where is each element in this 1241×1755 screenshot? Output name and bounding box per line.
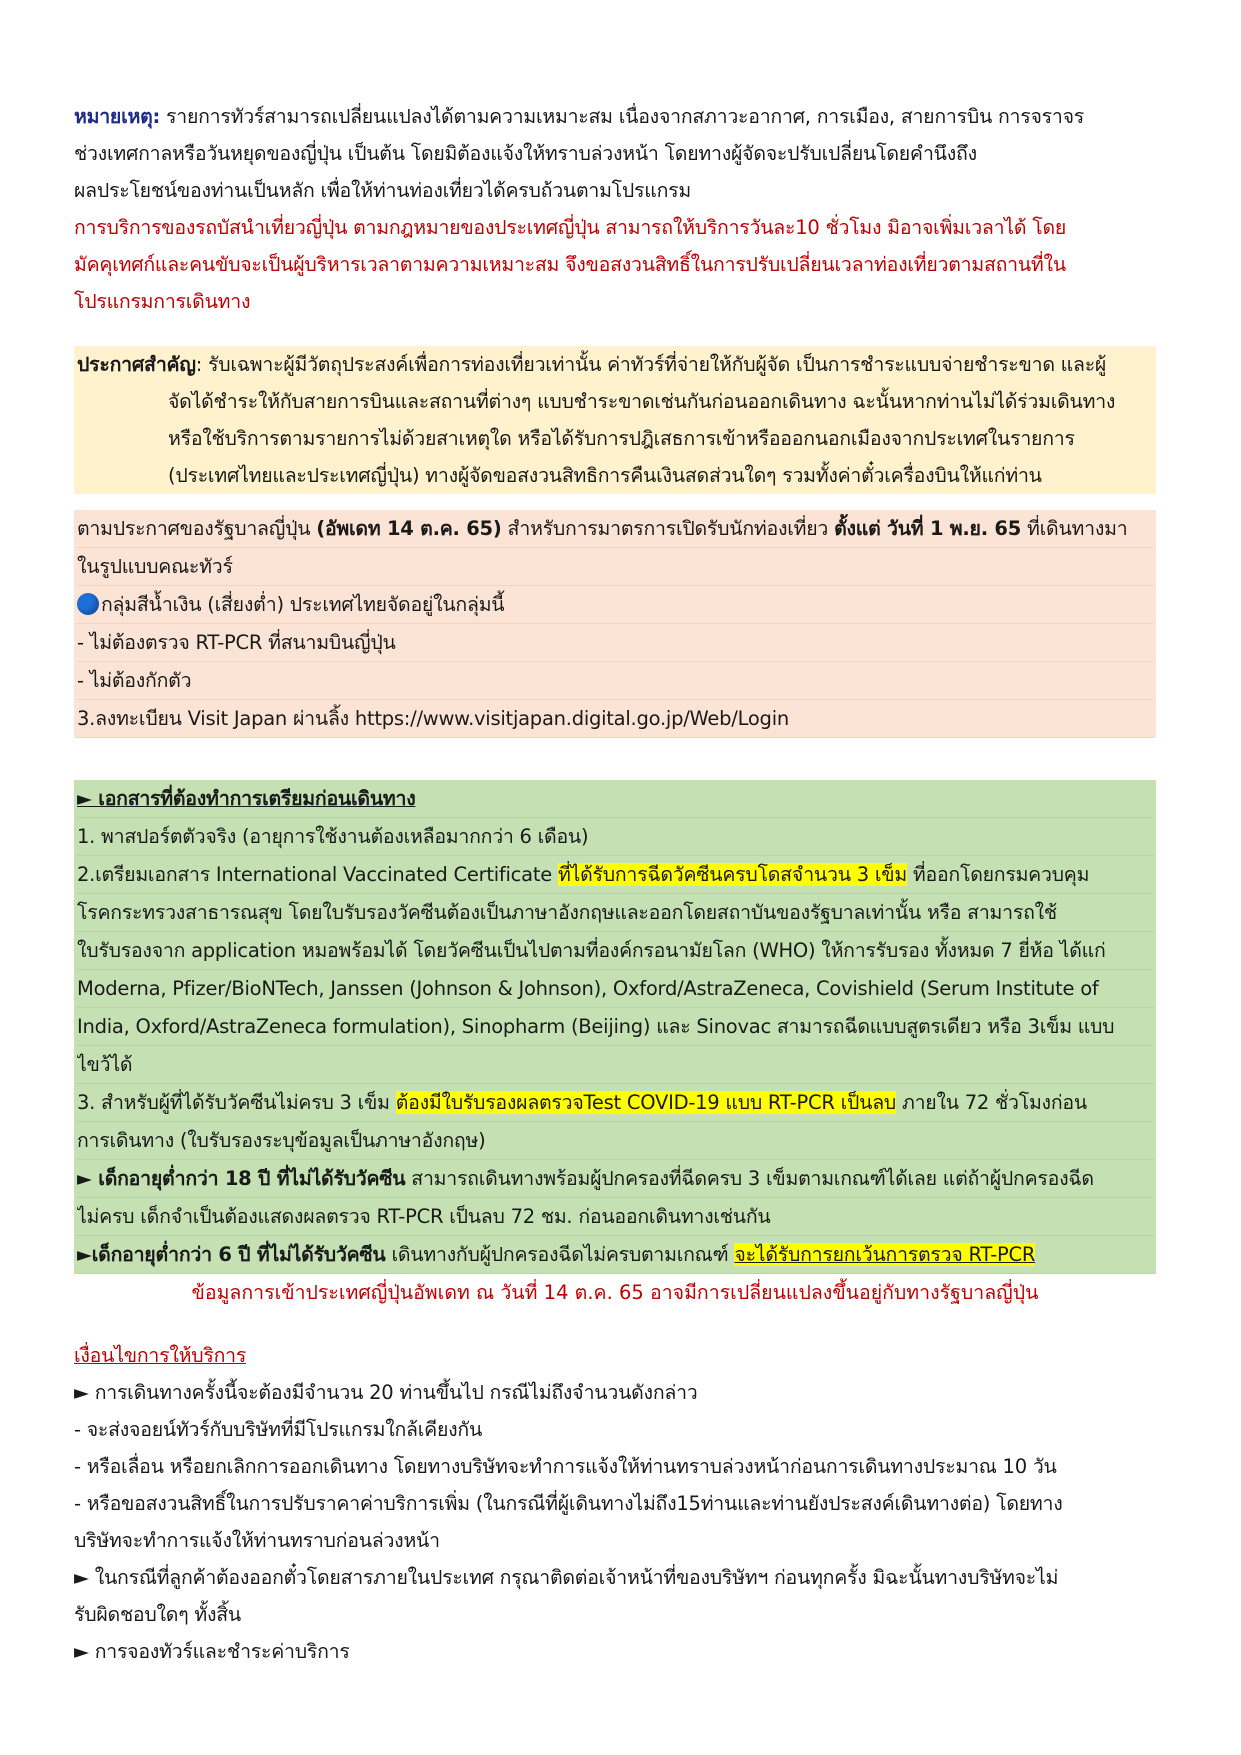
docs-line-4: ใบรับรองจาก application หมอพร้อมได้ โดยวัคซีนเป็นไปตามที่องค์กรอนามัยโลก (WHO) ให้การรับรอง ทั้งหมด 7 ยี่ห้อ ได้แก่ [77, 932, 1153, 970]
gov-line-1 [77, 510, 1153, 548]
note-text-1: รายการทัวร์สามารถเปลี่ยนแปลงได้ตามความเหมาะสม เนื่องจากสภาวะอากาศ, การเมือง, สายการบิน การจราจร [160, 105, 1084, 128]
conditions-line-2: - จะส่งจอยน์ทัวร์กับบริษัทที่มีโปรแกรมใกล้เคียงกัน [74, 1418, 483, 1441]
conditions-line-3: - หรือเลื่อน หรือยกเลิกการออกเดินทาง โดยทางบริษัทจะทำการแจ้งให้ท่านทราบล่วงหน้าก่อนการเดินทางประมาณ 10 วัน [74, 1455, 1057, 1478]
note-line-2: ช่วงเทศกาลหรือวันหยุดของญี่ปุ่น เป็นต้น โดยมิต้องแจ้งให้ทราบล่วงหน้า โดยทางผู้จัดจะปรับเปลี่ยนโดยคำนึงถึง [74, 142, 977, 165]
docs-highlight-exempt: จะได้รับการยกเว้นการตรวจ RT-PCR [734, 1243, 1036, 1266]
conditions-title-line [74, 1337, 1156, 1374]
note-line-3: ผลประโยชน์ของท่านเป็นหลัก เพื่อให้ท่านท่องเที่ยวได้ครบถ้วนตามโปรแกรม [74, 179, 691, 202]
note-section [74, 98, 1156, 209]
docs-text-2b: ที่ออกโดยกรมควบคุม [906, 863, 1090, 886]
docs-title: ► เอกสารที่ต้องทำการเตรียมก่อนเดินทาง [77, 787, 416, 810]
gov-line-6: 3.ลงทะเบียน Visit Japan ผ่านลิ้ง https://www.visitjapan.digital.go.jp/Web/Login [77, 700, 1153, 738]
conditions-line-7: รับผิดชอบใดๆ ทั้งสิ้น [74, 1603, 241, 1626]
docs-line-2 [77, 856, 1153, 894]
docs-line-5: Moderna, Pfizer/BioNTech, Janssen (Johnson & Johnson), Oxford/AstraZeneca, Covishield (Serum Institute of [77, 970, 1153, 1008]
gov-blue-group-text: กลุ่มสีน้ำเงิน (เสี่ยงต่ำ) ประเทศไทยจัดอยู่ในกลุ่มนี้ [101, 593, 505, 616]
docs-text-2a: 2.เตรียมเอกสาร International Vaccinated Certificate [77, 863, 558, 886]
docs-line-11: ไม่ครบ เด็กจำเป็นต้องแสดงผลตรวจ RT-PCR เป็นลบ 72 ชม. ก่อนออกเดินทางเช่นกัน [77, 1198, 1153, 1236]
docs-highlight-rt-pcr: ต้องมีใบรับรองผลตรวจTest COVID-19 แบบ RT-PCR เป็นลบ [395, 1091, 897, 1114]
gov-line-4: - ไม่ต้องตรวจ RT-PCR ที่สนามบินญี่ปุ่น [77, 624, 1153, 662]
important-label: ประกาศสำคัญ [77, 353, 196, 376]
bus-notice-line-3: โปรแกรมการเดินทาง [74, 290, 251, 313]
docs-highlight-3-doses: ที่ได้รับการฉีดวัคซีนครบโดสจำนวน 3 เข็ม [557, 863, 907, 886]
gov-text-c: สำหรับการมาตรการเปิดรับนักท่องเที่ยว [501, 517, 835, 540]
important-notice-box [74, 346, 1156, 494]
conditions-line-6: ► ในกรณีที่ลูกค้าต้องออกตั๋วโดยสารภายในประเทศ กรุณาติดต่อเจ้าหน้าที่ของบริษัทฯ ก่อนทุกครั้ง มิฉะนั้นทางบริษัทจะไม่ [74, 1566, 1059, 1589]
docs-line-12 [77, 1236, 1153, 1274]
conditions-line-8: ► การจองทัวร์และชำระค่าบริการ [74, 1640, 350, 1663]
docs-line-7: ไขว้ได้ [77, 1046, 1153, 1084]
gov-start-date: ตั้งแต่ วันที่ 1 พ.ย. 65 [834, 517, 1022, 540]
docs-line-10 [77, 1160, 1153, 1198]
document-page [74, 98, 1156, 1670]
docs-line-9: การเดินทาง (ใบรับรองระบุข้อมูลเป็นภาษาอังกฤษ) [77, 1122, 1153, 1160]
docs-line-3: โรคกระทรวงสาธารณสุข โดยใบรับรองวัคซีนต้องเป็นภาษาอังกฤษและออกโดยสถาบันของรัฐบาลเท่านั้น หรือ สามารถใช้ [77, 894, 1153, 932]
important-line-3: หรือใช้บริการตามรายการไม่ด้วยสาเหตุใด หรือได้รับการปฎิเสธการเข้าหรือออกนอกเมืองจากประเทศในรายการ [168, 427, 1075, 450]
important-line-2: จัดได้ชำระให้กับสายการบินและสถานที่ต่างๆ แบบชำระขาดเช่นกันก่อนออกเดินทาง ฉะนั้นหากท่านไม่ได้ร่วมเดินทาง [168, 390, 1116, 413]
docs-title-line [77, 780, 1153, 818]
gov-text-a: ตามประกาศของรัฐบาลญี่ปุ่น [77, 517, 317, 540]
gov-line-2: ในรูปแบบคณะทัวร์ [77, 548, 1153, 586]
documents-box [74, 780, 1156, 1274]
important-text-1: : รับเฉพาะผู้มีวัตถุประสงค์เพื่อการท่องเที่ยวเท่านั้น ค่าทัวร์ที่จ่ายให้กับผู้จัด เป็นการชำระแบบจ่ายชำระขาด และผู้ [195, 353, 1107, 376]
bus-notice-line-1: การบริการของรถบัสนำเที่ยวญี่ปุ่น ตามกฎหมายของประเทศญี่ปุ่น สามารถให้บริการวันละ10 ชั่วโมง มิอาจเพิ่มเวลาได้ โดย [74, 216, 1067, 239]
gov-update-date: (อัพเดท 14 ต.ค. 65) [316, 517, 502, 540]
government-notice-box [74, 510, 1156, 738]
docs-text-12b: เดินทางกับผู้ปกครองฉีดไม่ครบตามเกณฑ์ [385, 1243, 735, 1266]
conditions-line-4: - หรือขอสงวนสิทธิ์ในการปรับราคาค่าบริการเพิ่ม (ในกรณีที่ผู้เดินทางไม่ถึง15ท่านและท่านยังประสงค์เดินทางต่อ) โดยทาง [74, 1492, 1063, 1515]
note-label: หมายเหตุ: [74, 105, 161, 128]
docs-children-18-label: ► เด็กอายุต่ำกว่า 18 ปี ที่ไม่ได้รับวัคซีน [77, 1167, 406, 1190]
gov-text-e: ที่เดินทางมา [1021, 517, 1128, 540]
gov-line-3 [77, 586, 1153, 624]
docs-line-8 [77, 1084, 1153, 1122]
bus-notice-line-2: มัคคุเทศก์และคนขับจะเป็นผู้บริหารเวลาตามความเหมาะสม จึงขอสงวนสิทธิ์ในการปรับเปลี่ยนเวลาท่องเที่ยวตามสถานที่ใน [74, 253, 1066, 276]
docs-text-10b: สามารถเดินทางพร้อมผู้ปกครองที่ฉีดครบ 3 เข็มตามเกณฑ์ได้เลย แต่ถ้าผู้ปกครองฉีด [405, 1167, 1094, 1190]
gov-line-5: - ไม่ต้องกักตัว [77, 662, 1153, 700]
conditions-line-1: ► การเดินทางครั้งนี้จะต้องมีจำนวน 20 ท่านขึ้นไป กรณีไม่ถึงจำนวนดังกล่าว [74, 1381, 698, 1404]
update-note: ข้อมูลการเข้าประเทศญี่ปุ่นอัพเดท ณ วันที่ 14 ต.ค. 65 อาจมีการเปลี่ยนแปลงขึ้นอยู่กับทางรัฐบาลญี่ปุ่น [191, 1281, 1039, 1304]
docs-line-1: 1. พาสปอร์ตตัวจริง (อายุการใช้งานต้องเหลือมากกว่า 6 เดือน) [77, 818, 1153, 856]
docs-text-8b: ภายใน 72 ชั่วโมงก่อน [896, 1091, 1087, 1114]
bus-notice-section [74, 209, 1156, 320]
conditions-title: เงื่อนไขการให้บริการ [74, 1344, 247, 1367]
conditions-section [74, 1337, 1156, 1670]
docs-line-6: India, Oxford/AstraZeneca formulation), Sinopharm (Beijing) และ Sinovac สามารถฉีดแบบสูตรเดียว หรือ 3เข็ม แบบ [77, 1008, 1153, 1046]
blue-circle-icon [77, 593, 99, 615]
conditions-line-5: บริษัทจะทำการแจ้งให้ท่านทราบก่อนล่วงหน้า [74, 1529, 440, 1552]
important-line-1 [77, 346, 1153, 383]
note-line-1 [74, 98, 1156, 135]
important-line-4: (ประเทศไทยและประเทศญี่ปุ่น) ทางผู้จัดขอสงวนสิทธิการคืนเงินสดส่วนใดๆ รวมทั้งค่าตั๋วเครื่องบินให้แก่ท่าน [168, 464, 1042, 487]
docs-text-8a: 3. สำหรับผู้ที่ได้รับวัคซีนไม่ครบ 3 เข็ม [77, 1091, 396, 1114]
docs-children-6-label: ►เด็กอายุต่ำกว่า 6 ปี ที่ไม่ได้รับวัคซีน [77, 1243, 386, 1266]
